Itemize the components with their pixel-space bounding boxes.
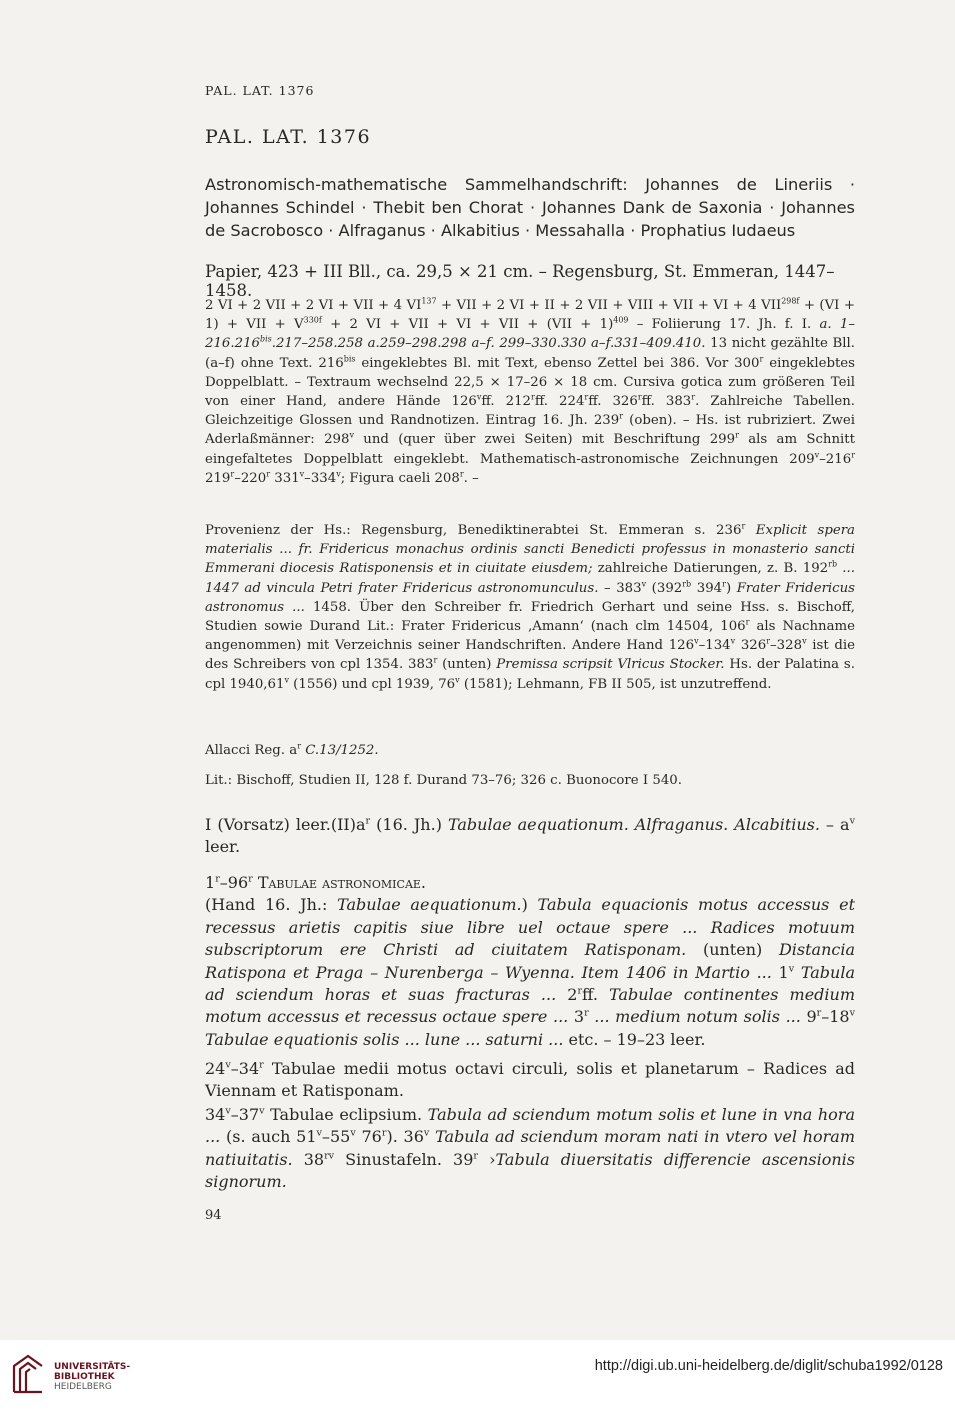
viewer-footer [0,1340,955,1415]
entry-vorsatz: I (Vorsatz) $leer.(II)a^r$ (16. Jh.) Tabulae aequationum. Alfraganus. Alcabitius. – $a^v$ leer. [205,815,856,857]
entry-tabulae-astronomicae [205,872,855,1051]
entry-tabulae-medii-motus: 24$^v$–34$^r$ Tabulae medii motus octavi circuli, solis et planetarum – Radices ad Viennam et Ratisponam. [205,1059,855,1101]
provenance-paragraph: Provenienz der Hs.: Regensburg, Benediktinerabtei St. Emmeran s. 236$^r$ Explicit spera materialis ... fr. Fridericus monachus ordinis sancti Benedicti professus in monasterio sancti Emmerani diocesis Ratisponensis et in ciuitate eiusdem; zahlreiche Datierungen, z. B. $192^{rb}$ ... 1447 ad vincula Petri frater Fridericus astronomunculus. – 383$^v$ ($392^{rb}$ 394$^r$) Frater Fridericus astronomus ... 1458. Über den Schreiber fr. Friedrich Gerhart und seine Hss. s. Bischoff, Studien sowie Durand Lit.: Frater Fridericus ‚Amann‘ (nach clm 14504, 106$^r$ als Nachname angenommen) mit Verzeichnis seiner Handschriften. Andere Hand 126$^v$–134$^v$ 326$^r$–328$^v$ ist die des Schreibers von cpl 1354. 383$^r$ (unten) Premissa scripsit Vlricus Stocker. Hs. der Palatina s. cpl 1940,61$^v$ (1556) und cpl 1939, 76$^v$ (1581); Lehmann, FB II 505, ist unzutreffend. [205,521,856,692]
permalink-url[interactable]: http://digi.ub.uni-heidelberg.de/diglit/schuba1992/0128 [594,1358,943,1374]
entry-text: (Hand 16. Jh.: Tabulae aequationum.) Tabula equacionis motus accessus et recessus arietis capitis siue libre uel octaue spere ... Radices motuum subscriptorum ere Christi ad ciuitatem Ratisponam. (unten) Distancia Ratispona et Praga – Nurenberga – Wyenna. Item 1406 in Martio ... 1$^v$ Tabula ad sciendum horas et suas fracturas ... 2$^r$ff. Tabulae continentes medium motum accessus et recessus octaue spere ... 3$^r$ ... medium notum solis ... 9$^r$–18$^v$ Tabulae equationis solis ... lune ... saturni ... etc. – 19–23 leer. [205,895,856,1049]
manuscript-heading: Astronomisch-mathematische Sammelhandschrift: Johannes de Lineriis · Johannes Schindel · Thebit ben Chorat · Johannes Dank de Saxonia · Johannes de Sacrobosco · Alfraganus · Alkabitius · Messahalla · Prophatius Iudaeus [205,175,855,240]
running-head: PAL. LAT. 1376 [205,83,315,98]
literature-reference: Lit.: Bischoff, Studien II, 128 f. Durand 73–76; 326 c. Buonocore I 540. [205,773,682,788]
collation-paragraph: 2 VI + 2 VII + 2 VI + VII + 4 $VI^{137}$ + VII + 2 VI + II + 2 VII + VIII + VII + VI + 4 $VII^{298f} + (VI + 1)$ + VII + $V^{330f} + 2$ VI + VII + VI + VII + (VII + 1)$^{409}$ – Foliierung 17. Jh. f. I. a. $1-216.216^{bis}.217-258.258$ a.259–298.298 a–f. 299–330.330 a–f.331–409.410. 13 nicht gezählte Bll. (a–f) ohne Text. $216^{bis}$ eingeklebtes Bl. mit Text, ebenso Zettel bei 386. Vor 300$^r$ eingeklebtes Doppelblatt. – Textraum wechselnd 22,5 × 17–26 × 18 cm. Cursiva gotica zum größeren Teil von einer Hand, andere Hände 126$^v$ff. 212$^r$ff. 224$^r$ff. 326$^r$ff. 383$^r$. Zahlreiche Tabellen. Gleichzeitige Glossen und Randnotizen. Eintrag 16. Jh. 239$^r$ (oben). – Hs. ist rubriziert. Zwei Aderlaßmänner: 298$^v$ und (quer über zwei Seiten) mit Beschriftung 299$^r$ als am Schnitt eingefaltetes Doppelblatt eingeklebt. Mathematisch-astronomische Zeichnungen 209$^v$–216$^r$ 219$^r$–220$^r$ 331$^v$–334$^v$; Figura caeli 208$^r$. – [205,296,856,486]
physical-description: Papier, 423 + III Bll., ca. 29,5 × 21 cm. – Regensburg, St. Emmeran, 1447–1458. [205,262,835,300]
page-number: 94 [205,1208,222,1223]
entry-heading: 1$^r$–96$^r$ Tabulae astronomicae. [205,873,426,892]
page-title: PAL. LAT. 1376 [205,126,372,148]
entry-tabulae-eclipsium: 34$^v$–37$^v$ Tabulae eclipsium. Tabula ad sciendum motum solis et lune in vna hora ... (s. auch 51$^v$–55$^v$ 76$^r$). 36$^v$ Tabula ad sciendum moram nati in vtero vel horam natiuitatis. $38^{rv}$ Sinustafeln. 39$^r$ ›Tabula diuersitatis differencie ascensionis signorum. [205,1105,856,1192]
library-name: UNIVERSITÄTS- BIBLIOTHEK HEIDELBERG [54,1362,131,1392]
library-logo-icon [8,1352,48,1396]
allacci-reference: Allacci Reg. $a^r$ C.13/1252. [205,741,379,758]
